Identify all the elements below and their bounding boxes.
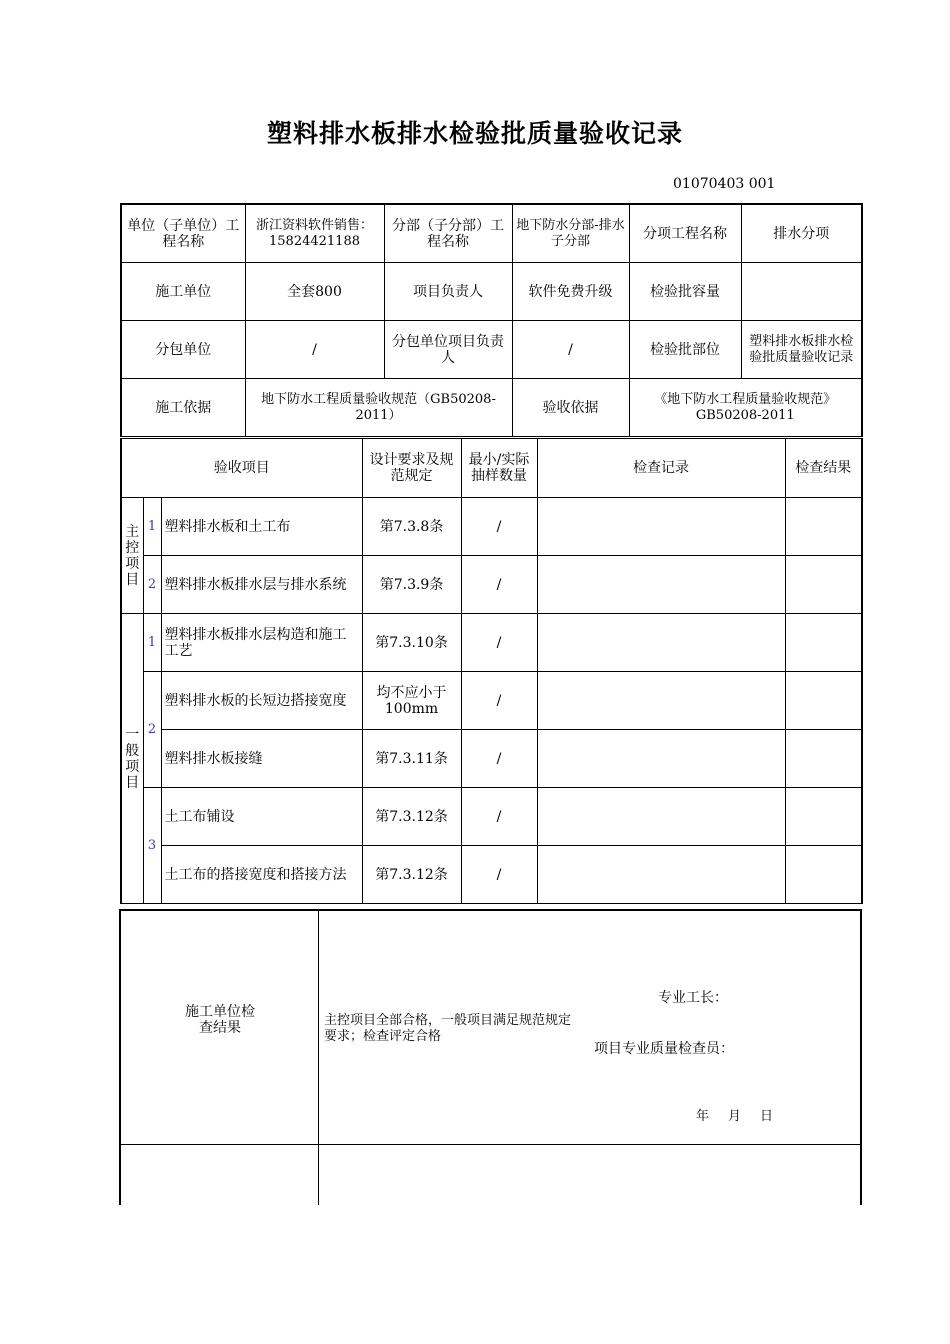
group-main-label: 主 控 项 目 (121, 498, 143, 614)
unit-label: 单位（子单位）工程名称 (121, 204, 245, 263)
row-name: 塑料排水板排水层与排水系统 (161, 556, 362, 614)
sub-label: 分包单位 (121, 321, 245, 379)
table-row (121, 672, 862, 730)
page-title: 塑料排水板排水检验批质量验收记录 (266, 119, 683, 148)
row-spec: 第7.3.11条 (362, 730, 461, 788)
row-sample: / (461, 614, 537, 672)
table-row (121, 788, 862, 846)
subdiv-label: 分部（子分部）工程名称 (384, 204, 512, 263)
row-record (537, 498, 785, 556)
capacity-label: 检验批容量 (629, 263, 741, 321)
item-label: 分项工程名称 (629, 204, 741, 263)
row-name: 塑料排水板排水层构造和施工工艺 (161, 614, 362, 672)
date-label: 年 月 日 (696, 1109, 777, 1124)
check-result-label: 施工单位检查结果 (185, 1004, 255, 1036)
pm-value: 软件免费升级 (512, 263, 629, 321)
header-table (120, 203, 863, 437)
col-result-header: 检查结果 (785, 439, 862, 498)
row-result (785, 730, 862, 788)
row-sample: / (461, 730, 537, 788)
row-spec: 均不应小于100mm (362, 672, 461, 730)
divider (318, 909, 319, 1205)
row-name: 塑料排水板的长短边搭接宽度 (161, 672, 362, 730)
row-sample: / (461, 846, 537, 904)
inspector-label: 项目专业质量检查员： (594, 1041, 734, 1057)
divider (860, 909, 862, 1205)
sub-pm-value: / (512, 321, 629, 379)
row-record (537, 672, 785, 730)
row-record (537, 730, 785, 788)
part-label: 检验批部位 (629, 321, 741, 379)
item-value: 排水分项 (741, 204, 862, 263)
items-table (120, 438, 863, 904)
accept-basis-label: 验收依据 (512, 379, 629, 437)
basis-label: 施工依据 (121, 379, 245, 437)
row-number: 1 (143, 498, 161, 556)
row-number: 1 (143, 614, 161, 672)
table-row (121, 846, 862, 904)
row-record (537, 846, 785, 904)
row-number: 2 (143, 672, 161, 788)
row-result (785, 556, 862, 614)
row-result (785, 672, 862, 730)
row-spec: 第7.3.8条 (362, 498, 461, 556)
row-result (785, 498, 862, 556)
pm-label: 项目负责人 (384, 263, 512, 321)
row-spec: 第7.3.10条 (362, 614, 461, 672)
row-result (785, 846, 862, 904)
col-item-header: 验收项目 (121, 439, 362, 498)
col-design-header: 设计要求及规范规定 (362, 439, 461, 498)
row-sample: / (461, 672, 537, 730)
row-record (537, 614, 785, 672)
row-spec: 第7.3.12条 (362, 788, 461, 846)
row-name: 塑料排水板和土工布 (161, 498, 362, 556)
row-sample: / (461, 556, 537, 614)
capacity-value (741, 263, 862, 321)
subdiv-value: 地下防水分部-排水子分部 (512, 204, 629, 263)
sub-pm-label: 分包单位项目负责人 (384, 321, 512, 379)
check-conclusion: 主控项目全部合格，一般项目满足规范规定要求；检查评定合格 (324, 1013, 572, 1044)
row-number: 2 (143, 556, 161, 614)
group-general-label: 一 般 项 目 (121, 614, 143, 904)
table-row (121, 556, 862, 614)
row-spec: 第7.3.9条 (362, 556, 461, 614)
table-row (121, 614, 862, 672)
row-name: 土工布铺设 (161, 788, 362, 846)
basis-value: 地下防水工程质量验收规范（GB50208-2011） (245, 379, 512, 437)
part-value: 塑料排水板排水检验批质量验收记录 (741, 321, 862, 379)
row-sample: / (461, 788, 537, 846)
row-spec: 第7.3.12条 (362, 846, 461, 904)
divider (120, 1144, 861, 1145)
divider (119, 909, 121, 1205)
row-result (785, 788, 862, 846)
foreman-label: 专业工长： (658, 990, 728, 1006)
col-sample-header: 最小/实际抽样数量 (461, 439, 537, 498)
check-result-section (120, 909, 861, 1205)
unit-value: 浙江资料软件销售：15824421188 (245, 204, 384, 263)
row-name: 土工布的搭接宽度和搭接方法 (161, 846, 362, 904)
divider (120, 909, 861, 911)
row-result (785, 614, 862, 672)
row-number: 3 (143, 788, 161, 904)
accept-basis-value: 《地下防水工程质量验收规范》GB50208-2011 (629, 379, 862, 437)
record-code: 01070403 001 (673, 176, 776, 192)
constructor-value: 全套800 (245, 263, 384, 321)
row-record (537, 556, 785, 614)
table-row (121, 730, 862, 788)
constructor-label: 施工单位 (121, 263, 245, 321)
row-record (537, 788, 785, 846)
row-name: 塑料排水板接缝 (161, 730, 362, 788)
row-sample: / (461, 498, 537, 556)
table-row (121, 498, 862, 556)
col-record-header: 检查记录 (537, 439, 785, 498)
sub-value: / (245, 321, 384, 379)
